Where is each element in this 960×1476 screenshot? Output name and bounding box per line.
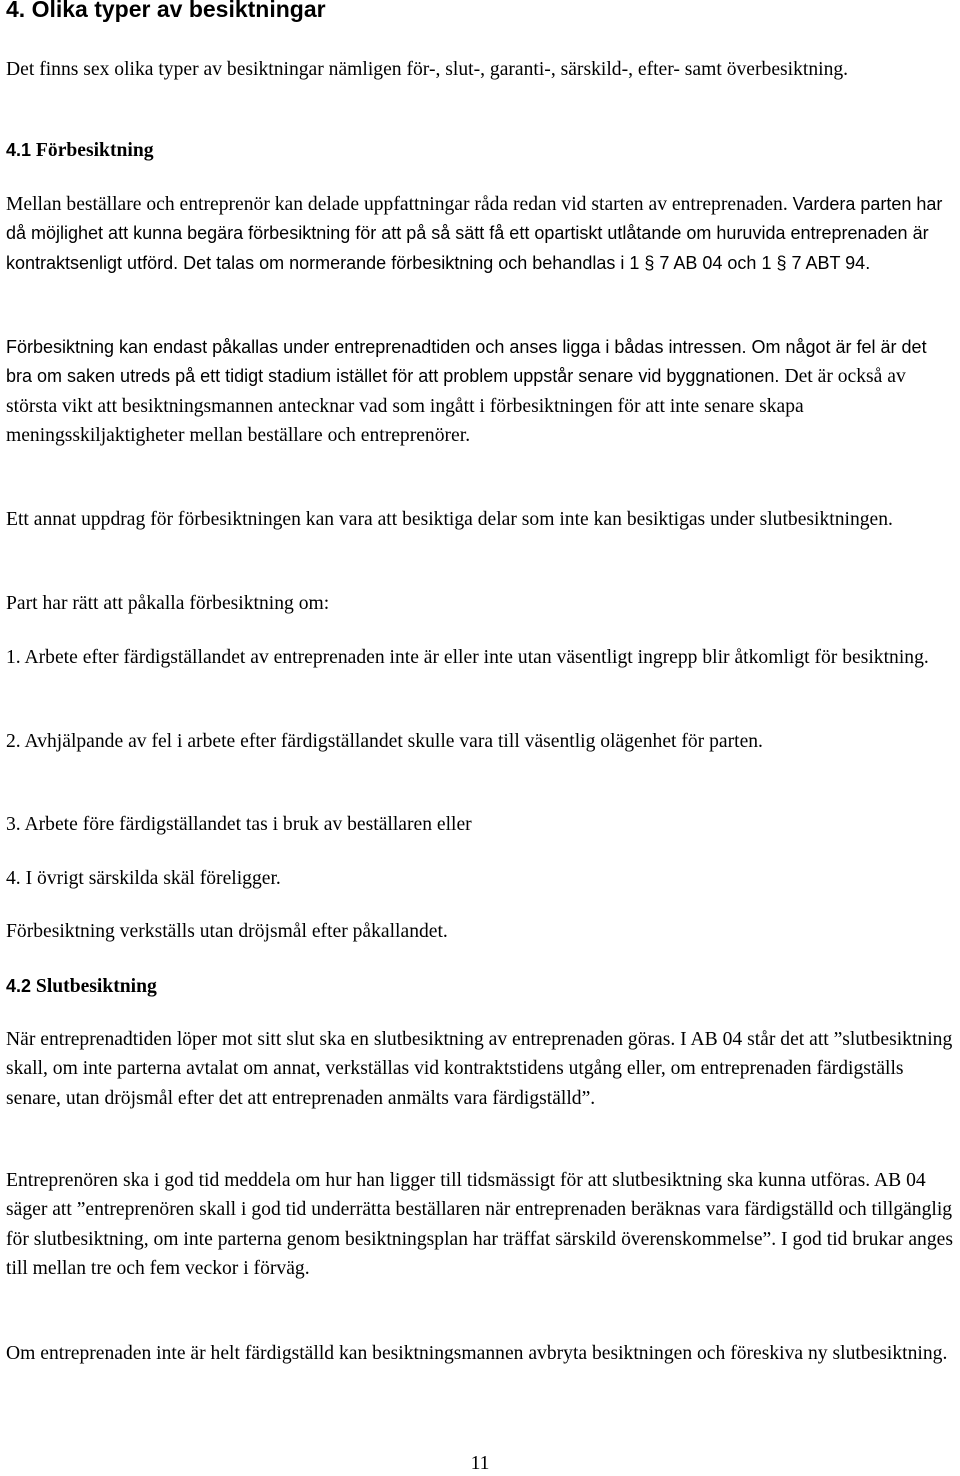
list-item: 3. Arbete före färdigställandet tas i bruk av beställaren eller (6, 814, 472, 835)
paragraph: Entreprenören ska i god tid meddela om hur han ligger till tidsmässigt för att slutbesiktning ska kunna utföras. AB 04 säger att ”entreprenören skall i god tid underrätta beställaren när entreprenaden beräknas vara färdigställd och tillgänglig för slutbesiktning, om inte parterna genom besiktningsplan har träffat särskild överenskommelse”. I god tid brukar anges till mellan tre och fem veckor i förväg. (6, 1170, 953, 1279)
list-item: 2. Avhjälpande av fel i arbete efter färdigställandet skulle vara till väsentlig olägenhet för parten. (6, 731, 763, 752)
list-item: 1. Arbete efter färdigställandet av entreprenaden inte är eller inte utan väsentligt ingrepp blir åtkomligt för besiktning. (6, 647, 929, 668)
paragraph: När entreprenadtiden löper mot sitt slut ska en slutbesiktning av entreprenaden göras. I AB 04 står det att ”slutbesiktning skall, om inte parterna avtalat om annat, verkställas vid kontraktstidens utgång eller, om entreprenaden färdigställs senare, utan dröjsmål efter det att entreprenaden anmälts vara färdigställd”. (6, 1029, 953, 1109)
paragraph: Ett annat uppdrag för förbesiktningen kan vara att besiktiga delar som inte kan besiktigas under slutbesiktningen. (6, 509, 893, 530)
heading-text: Förbesiktning (31, 140, 154, 161)
heading-number: 4.2 (6, 976, 32, 996)
page-number: 11 (470, 1453, 490, 1474)
paragraph (6, 333, 954, 450)
paragraph-part: Det är också av största vikt att besiktningsmannen antecknar vad som ingått i förbesiktningen för att inte senare skapa meningsskiljaktigheter mellan beställare och entreprenörer. (6, 366, 906, 446)
paragraph-part: Förbesiktning kan endast påkallas under entreprenadtiden och anses ligga i bådas intressen. Om något är fel är det bra om saken utreds på ett tidigt stadium istället för att problem uppstår senare vid byggnationen. (6, 337, 927, 387)
paragraph: Part har rätt att påkalla förbesiktning om: (6, 593, 330, 614)
heading-slutbesiktning (6, 972, 157, 1001)
section-title: 4. Olika typer av besiktningar (6, 0, 326, 22)
list-item: 4. I övrigt särskilda skäl föreligger. (6, 868, 281, 889)
heading-number: 4.1 (6, 140, 32, 160)
paragraph-part: Mellan beställare och entreprenör kan delade uppfattningar råda redan vid starten av entreprenaden. (6, 194, 793, 215)
paragraph-part: Vardera parten har då möjlighet att kunna begära förbesiktning för att på så sätt få ett opartiskt utlåtande om huruvida entreprenaden är kontraktsenligt utförd. Det talas om normerande förbesiktning och behandlas i 1 § 7 AB 04 och 1 § 7 ABT 94. (6, 194, 943, 273)
paragraph (6, 190, 954, 278)
paragraph: Om entreprenaden inte är helt färdigställd kan besiktningsmannen avbryta besiktningen och föreskiva ny slutbesiktning. (6, 1343, 948, 1364)
heading-forbesiktning (6, 136, 154, 165)
heading-text: Slutbesiktning (31, 976, 157, 997)
paragraph: Förbesiktning verkställs utan dröjsmål efter påkallandet. (6, 921, 448, 942)
intro-paragraph: Det finns sex olika typer av besiktningar nämligen för-, slut-, garanti-, särskild-, efter- samt överbesiktning. (6, 59, 849, 80)
